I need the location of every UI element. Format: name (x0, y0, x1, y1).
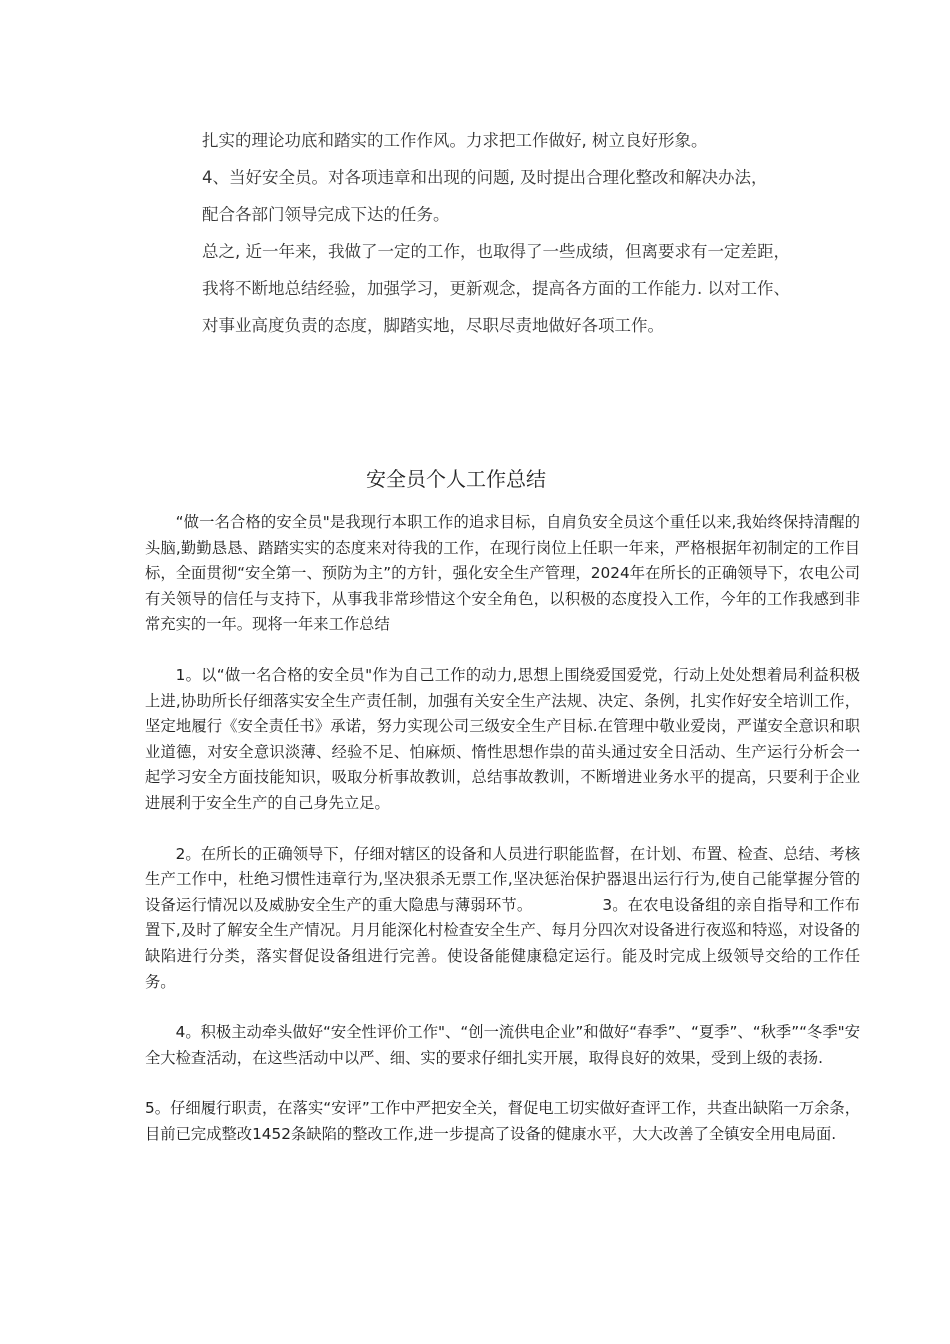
document-title: 安全员个人工作总结 (366, 467, 546, 491)
intro-paragraph: “做一名合格的安全员"是我现行本职工作的追求目标，自肩负安全员这个重任以来,我始终保持清醒的头脑,勤勤恳恳、踏踏实实的态度来对待我的工作，在现行岗位上任职一年来，严格根据年初制定的工作目标，全面贯彻“安全第一、预防为主”的方针，强化安全生产管理，2024年在所长的正确领导下，农电公司有关领导的信任与支持下，从事我非常珍惜这个安全角色，以积极的态度投入工作，今年的工作我感到非常充实的一年。现将一年来工作总结 (145, 513, 860, 634)
item-4-paragraph: 4。积极主动牵头做好“安全性评价工作"、“创一流供电企业”和做好“春季”、“夏季”、“秋季”“冬季"安全大检查活动，在这些活动中以严、细、实的要求仔细扎实开展，取得良好的效果，受到上级的表扬. (145, 1023, 860, 1067)
top-paragraph-6: 对事业高度负责的态度，脚踏实地，尽职尽责地做好各项工作。 (202, 316, 664, 335)
top-paragraph-5: 我将不断地总结经验，加强学习，更新观念，提高各方面的工作能力. 以对工作、 (202, 279, 790, 298)
item-1-paragraph: 1。以“做一名合格的安全员"作为自己工作的动力,思想上围绕爱国爱党，行动上处处想着局利益积极上进,协助所长仔细落实安全生产责任制，加强有关安全生产法规、决定、条例，扎实作好安全培训工作，坚定地履行《安全责任书》承诺，努力实现公司三级安全生产目标.在管理中敬业爱岗，严谨安全意识和职业道德，对安全意识淡薄、经验不足、怕麻烦、惰性思想作祟的苗头通过安全日活动、生产运行分析会一起学习安全方面技能知识，吸取分析事故教训，总结事故教训，不断增进业务水平的提高，只要利于企业进展利于安全生产的自己身先立足。 (145, 665, 860, 812)
item-3-text: 3。在农电设备组的亲自指导和工作布置下,及时了解安全生产情况。月月能深化村检查安全生产、每月分四次对设备进行夜巡和特巡，对设备的缺陷进行分类，落实督促设备组进行完善。使设备能健康稳定运行。能及时完成上级领导交给的工作任务。 (145, 895, 860, 991)
item-2-text: 2。在所长的正确领导下，仔细对辖区的设备和人员进行职能监督，在计划、布置、检查、总结、考核生产工作中，杜绝习惯性违章行为,坚决狠杀无票工作,坚决惩治保护器退出运行行为,使自己能掌握分管的设备运行情况以及威胁安全生产的重大隐患与薄弱环节。 (145, 844, 860, 914)
item-5-paragraph: 5。仔细履行职责，在落实“安评”工作中严把安全关，督促电工切实做好查评工作，共查出缺陷一万余条，目前已完成整改1452条缺陷的整改工作,进一步提高了设备的健康水平，大大改善了全镇安全用电局面. (145, 1099, 860, 1143)
top-paragraph-1: 扎实的理论功底和踏实的工作作风。力求把工作做好, 树立良好形象。 (202, 131, 708, 150)
top-paragraph-3: 配合各部门领导完成下达的任务。 (202, 205, 450, 224)
top-paragraph-4: 总之, 近一年来，我做了一定的工作，也取得了一些成绩，但离要求有一定差距， (202, 242, 790, 261)
document-body (145, 510, 860, 1147)
top-paragraph-2: 4、当好安全员。对各项违章和出现的问题, 及时提出合理化整改和解决办法， (202, 168, 768, 187)
item-2-3-paragraph (145, 842, 860, 996)
previous-section-ending (202, 122, 892, 344)
